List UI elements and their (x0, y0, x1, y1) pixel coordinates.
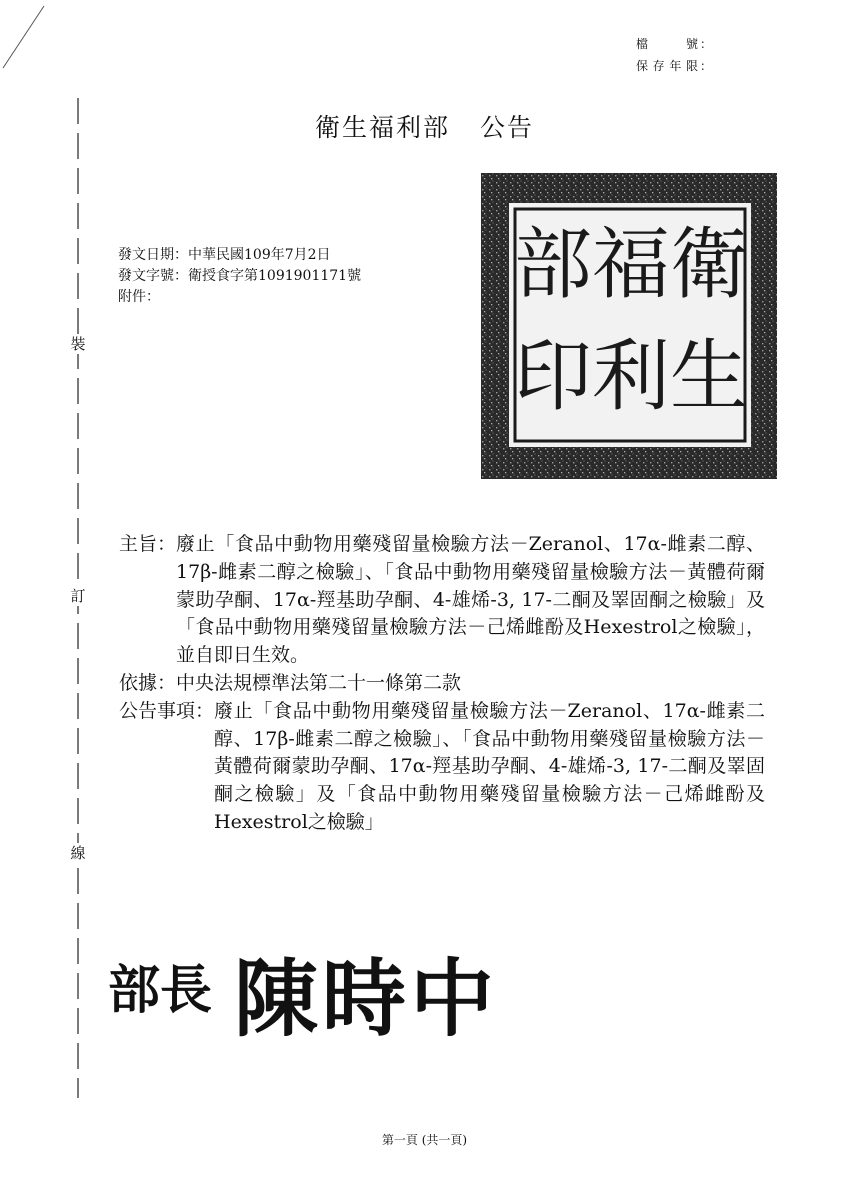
retention-row (636, 55, 712, 77)
binding-char-ding: 訂 (70, 587, 86, 605)
section-announcement-items (119, 698, 765, 837)
binding-line (64, 98, 92, 1098)
seal-char-6: 印 (513, 332, 593, 422)
page-title (0, 108, 849, 144)
minister-signature (108, 950, 528, 1050)
seal-char-3: 福 (591, 220, 671, 310)
document-type: 公告 (480, 113, 535, 142)
page-number: 第一頁 (共一頁) (381, 1133, 468, 1147)
seal-char-5: 部 (513, 220, 593, 310)
seal-char-4: 利 (591, 332, 671, 422)
issue-number-row (118, 266, 361, 287)
signature-name: 陳時中 (234, 950, 499, 1048)
issue-date-row (118, 245, 361, 266)
section-basis (119, 670, 765, 698)
issue-date-label: 發文日期： (118, 247, 188, 263)
seal-char-2: 生 (669, 332, 749, 422)
section-announcement-text: 廢止「食品中動物用藥殘留量檢驗方法－Zeranol、17α-雌素二醇、17β-雌素二醇之檢驗」、「食品中動物用藥殘留量檢驗方法－黃體荷爾蒙助孕酮、17α-羥基助孕酮、4-雄烯-3, 17-二酮及睪固酮之檢驗」及「食品中動物用藥殘留量檢驗方法－己烯雌酚及Hexestrol之檢驗」 (214, 699, 765, 833)
binding-char-zhuang: 裝 (70, 335, 86, 353)
attachment-label: 附件： (118, 289, 160, 305)
signature-title: 部長 (108, 960, 213, 1021)
issue-number-label: 發文字號： (118, 268, 188, 284)
seal-char-1: 衛 (669, 220, 749, 310)
section-basis-text: 中央法規標準法第二十一條第二款 (176, 671, 462, 694)
issue-number-value: 衛授食字第1091901171號 (188, 268, 362, 284)
section-subject (119, 531, 765, 670)
retention-label: 保存年限 (636, 59, 698, 73)
attachment-row (118, 287, 361, 308)
section-subject-text: 廢止「食品中動物用藥殘留量檢驗方法－Zeranol、17α-雌素二醇、17β-雌素二醇之檢驗」、「食品中動物用藥殘留量檢驗方法－黃體荷爾蒙助孕酮、17α-羥基助孕酮、4-雄烯-3, 17-二酮及睪固酮之檢驗」及「食品中動物用藥殘留量檢驗方法－己烯雌酚及Hexestrol之檢驗」，並自即日生效。 (176, 533, 765, 667)
section-basis-label: 依據： (119, 671, 177, 694)
file-number-label: 檔號 (636, 37, 698, 51)
page-footer (0, 1131, 849, 1148)
archive-info (636, 33, 712, 77)
section-announcement-label: 公告事項： (119, 699, 215, 722)
agency-name: 衛生福利部 (314, 113, 450, 142)
document-meta (118, 245, 361, 308)
section-subject-label: 主旨： (119, 533, 177, 555)
file-number-separator: ： (700, 37, 713, 51)
official-seal-stamp (481, 173, 777, 479)
announcement-body (119, 531, 765, 837)
scan-corner-mark (0, 0, 60, 80)
file-number-row (636, 33, 712, 55)
retention-separator: ： (700, 59, 713, 73)
binding-char-xian: 線 (70, 844, 86, 862)
issue-date-value: 中華民國109年7月2日 (188, 247, 331, 263)
